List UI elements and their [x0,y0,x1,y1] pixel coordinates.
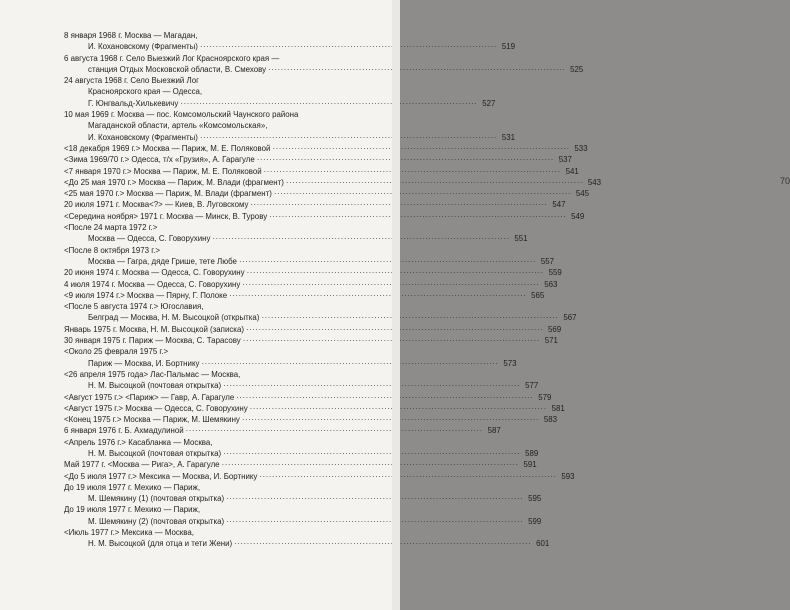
toc-page-number: 601 [536,539,550,549]
toc-page-number: 563 [544,279,558,289]
dot-leader [240,414,541,425]
toc-entry-text: <25 мая 1970 г.> Москва — Париж, М. Влади (фрагмент) [64,189,272,199]
dot-leader [267,211,568,222]
dot-leader [266,64,567,75]
toc-line [64,86,382,97]
toc-line [64,538,550,549]
toc-entry-text: <9 июля 1974 г.> Москва — Пярну, Г. Полоке [64,290,228,300]
toc-line [64,177,601,188]
toc-line [64,425,501,436]
toc-page-number: 559 [548,268,562,278]
toc-page-number: 549 [571,211,585,221]
toc-entry-text: 24 августа 1968 г. Село Выезжий Лог [64,76,199,86]
toc-page-number: 595 [528,494,542,504]
dot-leader [198,41,499,52]
toc-entry-text: Париж — Москва, И. Бортнику [88,358,200,368]
toc-line [64,392,552,403]
toc-entry [64,527,550,550]
toc-line [64,53,382,64]
toc-entry [64,199,566,210]
toc-entry-text: 20 июня 1974 г. Москва — Одесса, С. Говорухину [64,268,245,278]
toc-entry-text: <Июль 1977 г.> Мексика — Москва, [64,528,194,538]
toc-line [64,482,382,493]
toc-line [64,98,496,109]
toc-page-number: 583 [543,415,558,425]
table-of-contents [64,30,601,550]
toc-entry-text: <После 24 марта 1972 г.> [64,223,158,233]
toc-line [64,154,572,165]
toc-entry-text: <Конец 1975 г.> Москва — Париж, М. Шемякину [64,415,240,425]
toc-line [64,120,382,131]
toc-page-number: 591 [523,460,537,470]
toc-line [64,527,382,538]
toc-entry [64,392,552,403]
toc-entry [64,335,558,346]
toc-line [64,504,382,515]
toc-line [64,369,382,380]
toc-line [64,75,382,86]
toc-page-number: 581 [551,403,565,413]
toc-page-number: 573 [503,358,517,368]
toc-entry [64,346,517,369]
toc-entry-text: станция Отдых Московской области, В. Смехову [88,64,267,74]
toc-page-number: 577 [525,381,539,391]
toc-entry-text: Москва — Одесса, С. Говорухину [88,234,211,244]
toc-line [64,279,558,290]
toc-entry [64,177,601,188]
toc-line [64,414,558,425]
dot-leader [221,448,522,459]
toc-page-number: 599 [528,516,542,526]
dot-leader [227,290,528,301]
toc-entry [64,414,558,425]
toc-line [64,358,517,369]
dot-leader [272,188,573,199]
toc-entry-text: 6 августа 1968 г. Село Выезжий Лог Красноярского края — [64,53,280,63]
toc-line [64,437,382,448]
dot-leader [259,312,560,323]
toc-entry [64,75,496,109]
toc-page-number: 587 [487,426,501,436]
toc-entry-text: До 19 июля 1977 г. Мехико — Париж, [64,505,201,515]
toc-entry [64,301,577,324]
toc-entry-text: Магаданской области, артель «Комсомольская», [88,121,268,131]
toc-entry-text: Январь 1975 г. Москва, Н. М. Высоцкой (записка) [64,324,244,334]
dot-leader [184,425,485,436]
toc-line [64,493,542,504]
toc-page-number: 545 [575,189,589,199]
toc-entry-text: <После 8 октября 1973 г.> [64,245,160,255]
toc-page-number: 533 [574,143,588,153]
toc-page-number: 519 [501,42,516,52]
toc-entry [64,459,537,470]
toc-page-number: 543 [587,177,601,187]
toc-page-number: 551 [514,234,528,244]
toc-entry-text: <Август 1975 г.> <Париж> — Гавр, А. Гарагуле [64,392,235,402]
dot-leader [284,177,585,188]
toc-line [64,41,516,52]
dot-leader [210,233,511,244]
toc-entry-text: <До 25 мая 1970 г.> Москва — Париж, М. Влади (фрагмент) [64,177,284,187]
dot-leader [240,279,541,290]
dot-leader [232,538,533,549]
toc-entry [64,211,585,222]
toc-entry-text: И. Кохановскому (Фрагменты) [88,132,198,142]
toc-entry-text: М. Шемякину (1) (почтовая открытка) [88,494,225,504]
toc-entry-text: Москва — Гагра, дяде Грише, тете Любе [88,256,237,266]
toc-line [64,166,579,177]
toc-line [64,267,562,278]
toc-page-number: 579 [538,392,552,402]
toc-entry-text: 10 мая 1969 г. Москва — пос. Комсомольский Чаунского района [64,110,299,120]
toc-entry [64,471,575,482]
toc-entry [64,482,542,505]
toc-entry [64,425,501,436]
toc-page-number: 537 [558,155,572,165]
toc-entry-text: Н. М. Высоцкой (для отца и тети Жени) [88,539,233,549]
toc-entry-text: <Август 1975 г.> Москва — Одесса, С. Говорухину [64,403,248,413]
toc-entry [64,154,572,165]
toc-entry [64,324,562,335]
toc-line [64,132,516,143]
toc-entry [64,504,542,527]
toc-entry [64,403,565,414]
toc-line [64,222,382,233]
dot-leader [270,143,571,154]
toc-line [64,30,382,41]
toc-entry-text: <Около 25 февраля 1975 г.> [64,347,169,357]
toc-page-number: 567 [563,313,577,323]
adjacent-page-number: 70 [780,176,790,186]
toc-page-number: 565 [531,290,545,300]
toc-page-number: 541 [565,166,579,176]
toc-entry-text: 4 июля 1974 г. Москва — Одесса, С. Говорухину [64,279,241,289]
dot-leader [224,516,525,527]
toc-line [64,233,528,244]
toc-entry [64,166,579,177]
toc-line [64,403,565,414]
toc-entry-text: До 19 июля 1977 г. Мехико — Париж, [64,482,201,492]
toc-entry-text: <18 декабря 1969 г.> Москва — Париж, М. Е. Поляковой [64,143,271,153]
toc-line [64,256,555,267]
toc-entry-text: Н. М. Высоцкой (почтовая открытка) [88,448,222,458]
toc-entry [64,267,562,278]
toc-entry [64,369,539,392]
dot-leader [234,392,535,403]
toc-line [64,448,539,459]
toc-line [64,301,382,312]
toc-line [64,109,382,120]
toc-line [64,324,562,335]
toc-line [64,64,584,75]
toc-page-number: 525 [570,64,584,74]
toc-entry-text: <Середина ноября> 1971 г. Москва — Минск, В. Турову [64,211,268,221]
toc-entry [64,143,588,154]
dot-leader [224,493,525,504]
toc-entry-text: Г. Юнгвальд-Хилькевичу [88,98,179,108]
toc-line [64,516,542,527]
dot-leader [255,154,556,165]
toc-line [64,459,537,470]
toc-line [64,290,545,301]
toc-line [64,346,382,357]
toc-entry-text: <До 5 июля 1977 г.> Мексика — Москва, И. Бортнику [64,471,258,481]
toc-page-number: 531 [501,132,516,142]
toc-page-number: 557 [540,256,555,266]
toc-entry-text: М. Шемякину (2) (почтовая открытка) [88,516,225,526]
toc-entry-text: <7 января 1970 г.> Москва — Париж, М. Е. Поляковой [64,166,262,176]
toc-line [64,188,589,199]
toc-entry [64,290,545,301]
toc-page-number: 571 [544,336,558,346]
toc-entry-text: 30 января 1975 г. Париж — Москва, С. Тарасову [64,336,241,346]
toc-entry-text: <26 апреля 1975 года> Лас-Пальмас — Москва, [64,369,241,379]
toc-page-number: 547 [552,200,566,210]
dot-leader [198,132,499,143]
toc-entry-text: Белград — Москва, Н. М. Высоцкой (открытка) [88,313,260,323]
toc-entry [64,53,584,76]
toc-entry-text: <После 5 августа 1974 г.> Югославия, [64,302,204,312]
dot-leader [237,256,538,267]
toc-entry [64,437,539,460]
toc-line [64,211,585,222]
toc-entry-text: Красноярского края — Одесса, [88,87,203,97]
toc-entry [64,30,516,53]
toc-page-number: 593 [561,471,575,481]
toc-entry-text: Май 1977 г. <Москва — Рига>, А. Гарагуле [64,460,220,470]
toc-entry [64,279,558,290]
toc-entry [64,245,555,268]
toc-page-number: 527 [482,98,496,108]
toc-line [64,380,539,391]
dot-leader [221,380,522,391]
toc-entry [64,188,589,199]
toc-line [64,335,558,346]
toc-entry-text: И. Кохановскому (Фрагменты) [88,42,198,52]
dot-leader [262,166,563,177]
toc-entry [64,109,516,143]
toc-entry-text: <Зима 1969/70 г.> Одесса, т/х «Грузия», А. Гарагуле [64,155,255,165]
toc-entry-text: <Апрель 1976 г.> Касабланка — Москва, [64,437,213,447]
toc-entry [64,222,528,245]
toc-line [64,245,382,256]
toc-page-number: 569 [547,324,562,334]
toc-line [64,471,575,482]
dot-leader [199,358,500,369]
toc-page-number: 589 [525,448,539,458]
toc-entry-text: 6 января 1976 г. Б. Ахмадулиной [64,426,184,436]
dot-leader [220,459,521,470]
toc-line [64,199,566,210]
toc-line [64,143,588,154]
dot-leader [178,98,479,109]
toc-entry-text: Н. М. Высоцкой (почтовая открытка) [88,381,222,391]
toc-entry-text: 8 января 1968 г. Москва — Магадан, [64,31,198,40]
dot-leader [257,471,558,482]
toc-line [64,312,577,323]
toc-entry-text: 20 июля 1971 г. Москва<?> — Киев, В. Луговскому [64,200,249,210]
